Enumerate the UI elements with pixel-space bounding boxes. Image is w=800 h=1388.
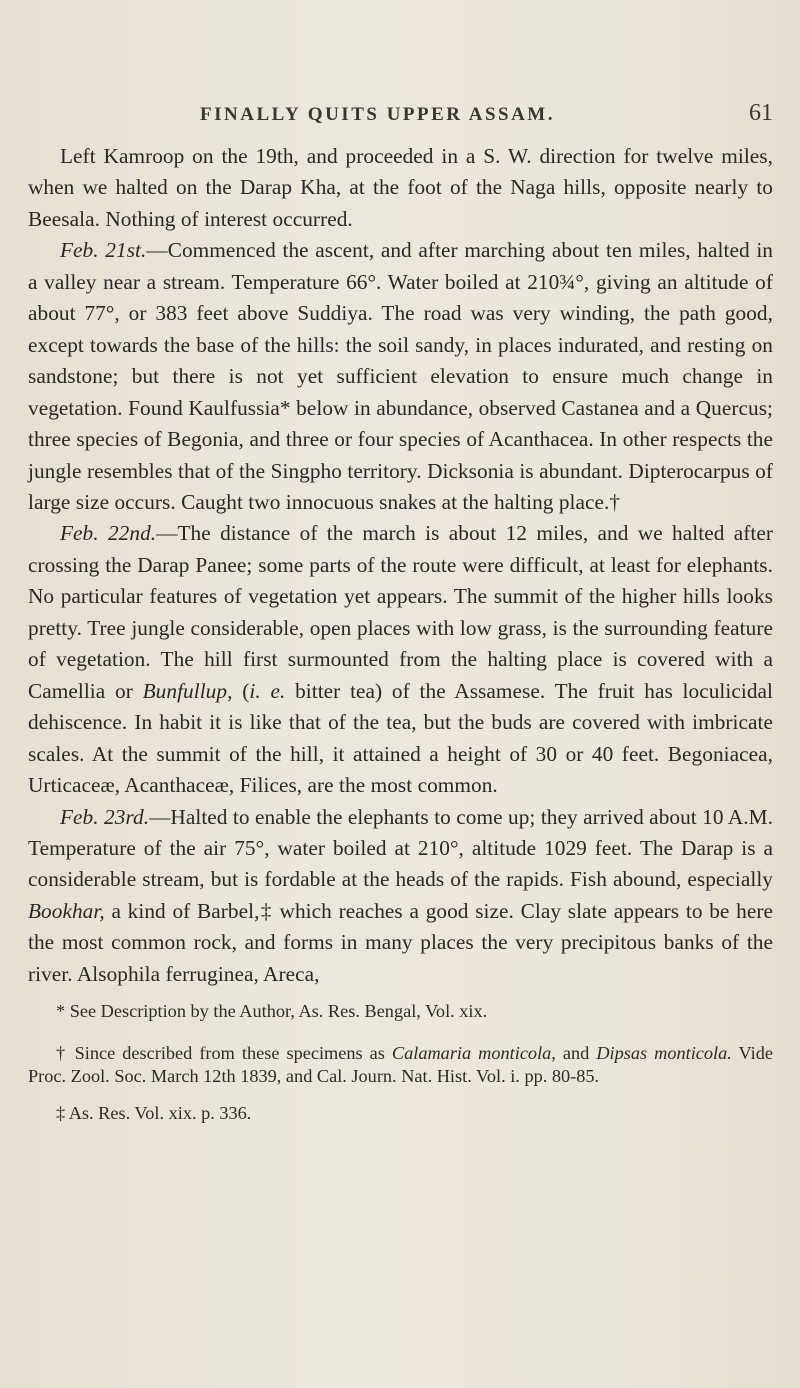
paragraph-kamroop [28,141,773,235]
footnotes [28,1000,773,1125]
vernacular-term: Bunfullup, [142,678,233,703]
vernacular-term: Bookhar, [28,898,105,923]
footnote-double-dagger: ‡ As. Res. Vol. xix. p. 336. [56,1102,252,1123]
page-header [60,100,775,134]
paragraph-text: ( [232,678,250,703]
paragraph-text: —Halted to enable the elephants to come up; they arrived about 10 A.M. Temperature of the air 75°, water boiled at 210°, altitude 1029 feet. The Darap is a considerable stream, but is fordable at the heads of the rapids. Fish abound, especially [28,804,773,892]
paragraph-text: Left Kamroop on the 19th, and proceeded in a S. W. direction for twelve miles, when we halted on the Darap Kha, at the foot of the Naga hills, opposite nearly to Beesala. Nothing of interest occurred. [28,144,773,231]
entry-date: Feb. 23rd. [60,804,150,829]
paragraph-feb-22 [28,518,773,801]
abbreviation: i. e. [249,678,286,703]
page-number: 61 [749,100,773,126]
species-name: Calamaria monticola, [391,1042,556,1063]
footnote-dagger [28,1042,773,1089]
footnote-text: † Since described from these specimens as [56,1042,392,1063]
paragraph-text: a kind of Barbel,‡ which reaches a good size. Clay slate appears to be here the most common rock, and forms in many places the very precipitous banks of the river. Alsophila ferruginea, Areca, [28,898,773,986]
footnote-text: and [555,1042,597,1063]
species-name: Dipsas monticola. [596,1042,732,1063]
footnote-asterisk: * See Description by the Author, As. Res. Bengal, Vol. xix. [56,1001,488,1021]
paragraph-text: —Commenced the ascent, and after marching about ten miles, halted in a valley near a stream. Temperature 66°. Water boiled at 210¾°, giving an altitude of about 77°, or 383 feet above Suddiya. The road was very winding, the path good, except towards the base of the hills: the soil sandy, in places indurated, and resting on sandstone; but there is not yet sufficient elevation to ensure much change in vegetation. Found Kaulfussia* below in abundance, observed Castanea and a Quercus; three species of Begonia, and three or four species of Acanthacea. In other respects the jungle resembles that of the Singpho territory. Dicksonia is abundant. Dipterocarpus of large size occurs. Caught two innocuous snakes at the halting place.† [28,238,773,514]
entry-date: Feb. 22nd. [60,521,157,546]
paragraph-text: bitter tea) of the Assamese. The fruit has loculicidal dehiscence. In habit it is like that of the tea, but the buds are covered with imbricate scales. At the summit of the hill, it attained a height of 30 or 40 feet. Begoniacea, Urticaceæ, Acanthaceæ, Filices, are the most common. [28,678,773,798]
paragraph-feb-23 [28,802,773,991]
paragraph-text: —The distance of the march is about 12 miles, and we halted after crossing the Darap Panee; some parts of the route were difficult, at least for elephants. No particular features of vegetation yet appears. The summit of the higher hills looks pretty. Tree jungle considerable, open places with low grass, is the surrounding feature of vegetation. The hill first surmounted from the halting place is covered with a Camellia or [28,521,773,703]
entry-date: Feb. 21st. [60,238,147,263]
main-text [28,141,773,990]
paragraph-feb-21 [28,235,773,518]
footnote-text: Vide Proc. Zool. Soc. March 12th 1839, and Cal. Journ. Nat. Hist. Vol. i. pp. 80-85. [28,1042,773,1086]
running-head: FINALLY QUITS UPPER ASSAM. [200,104,555,125]
